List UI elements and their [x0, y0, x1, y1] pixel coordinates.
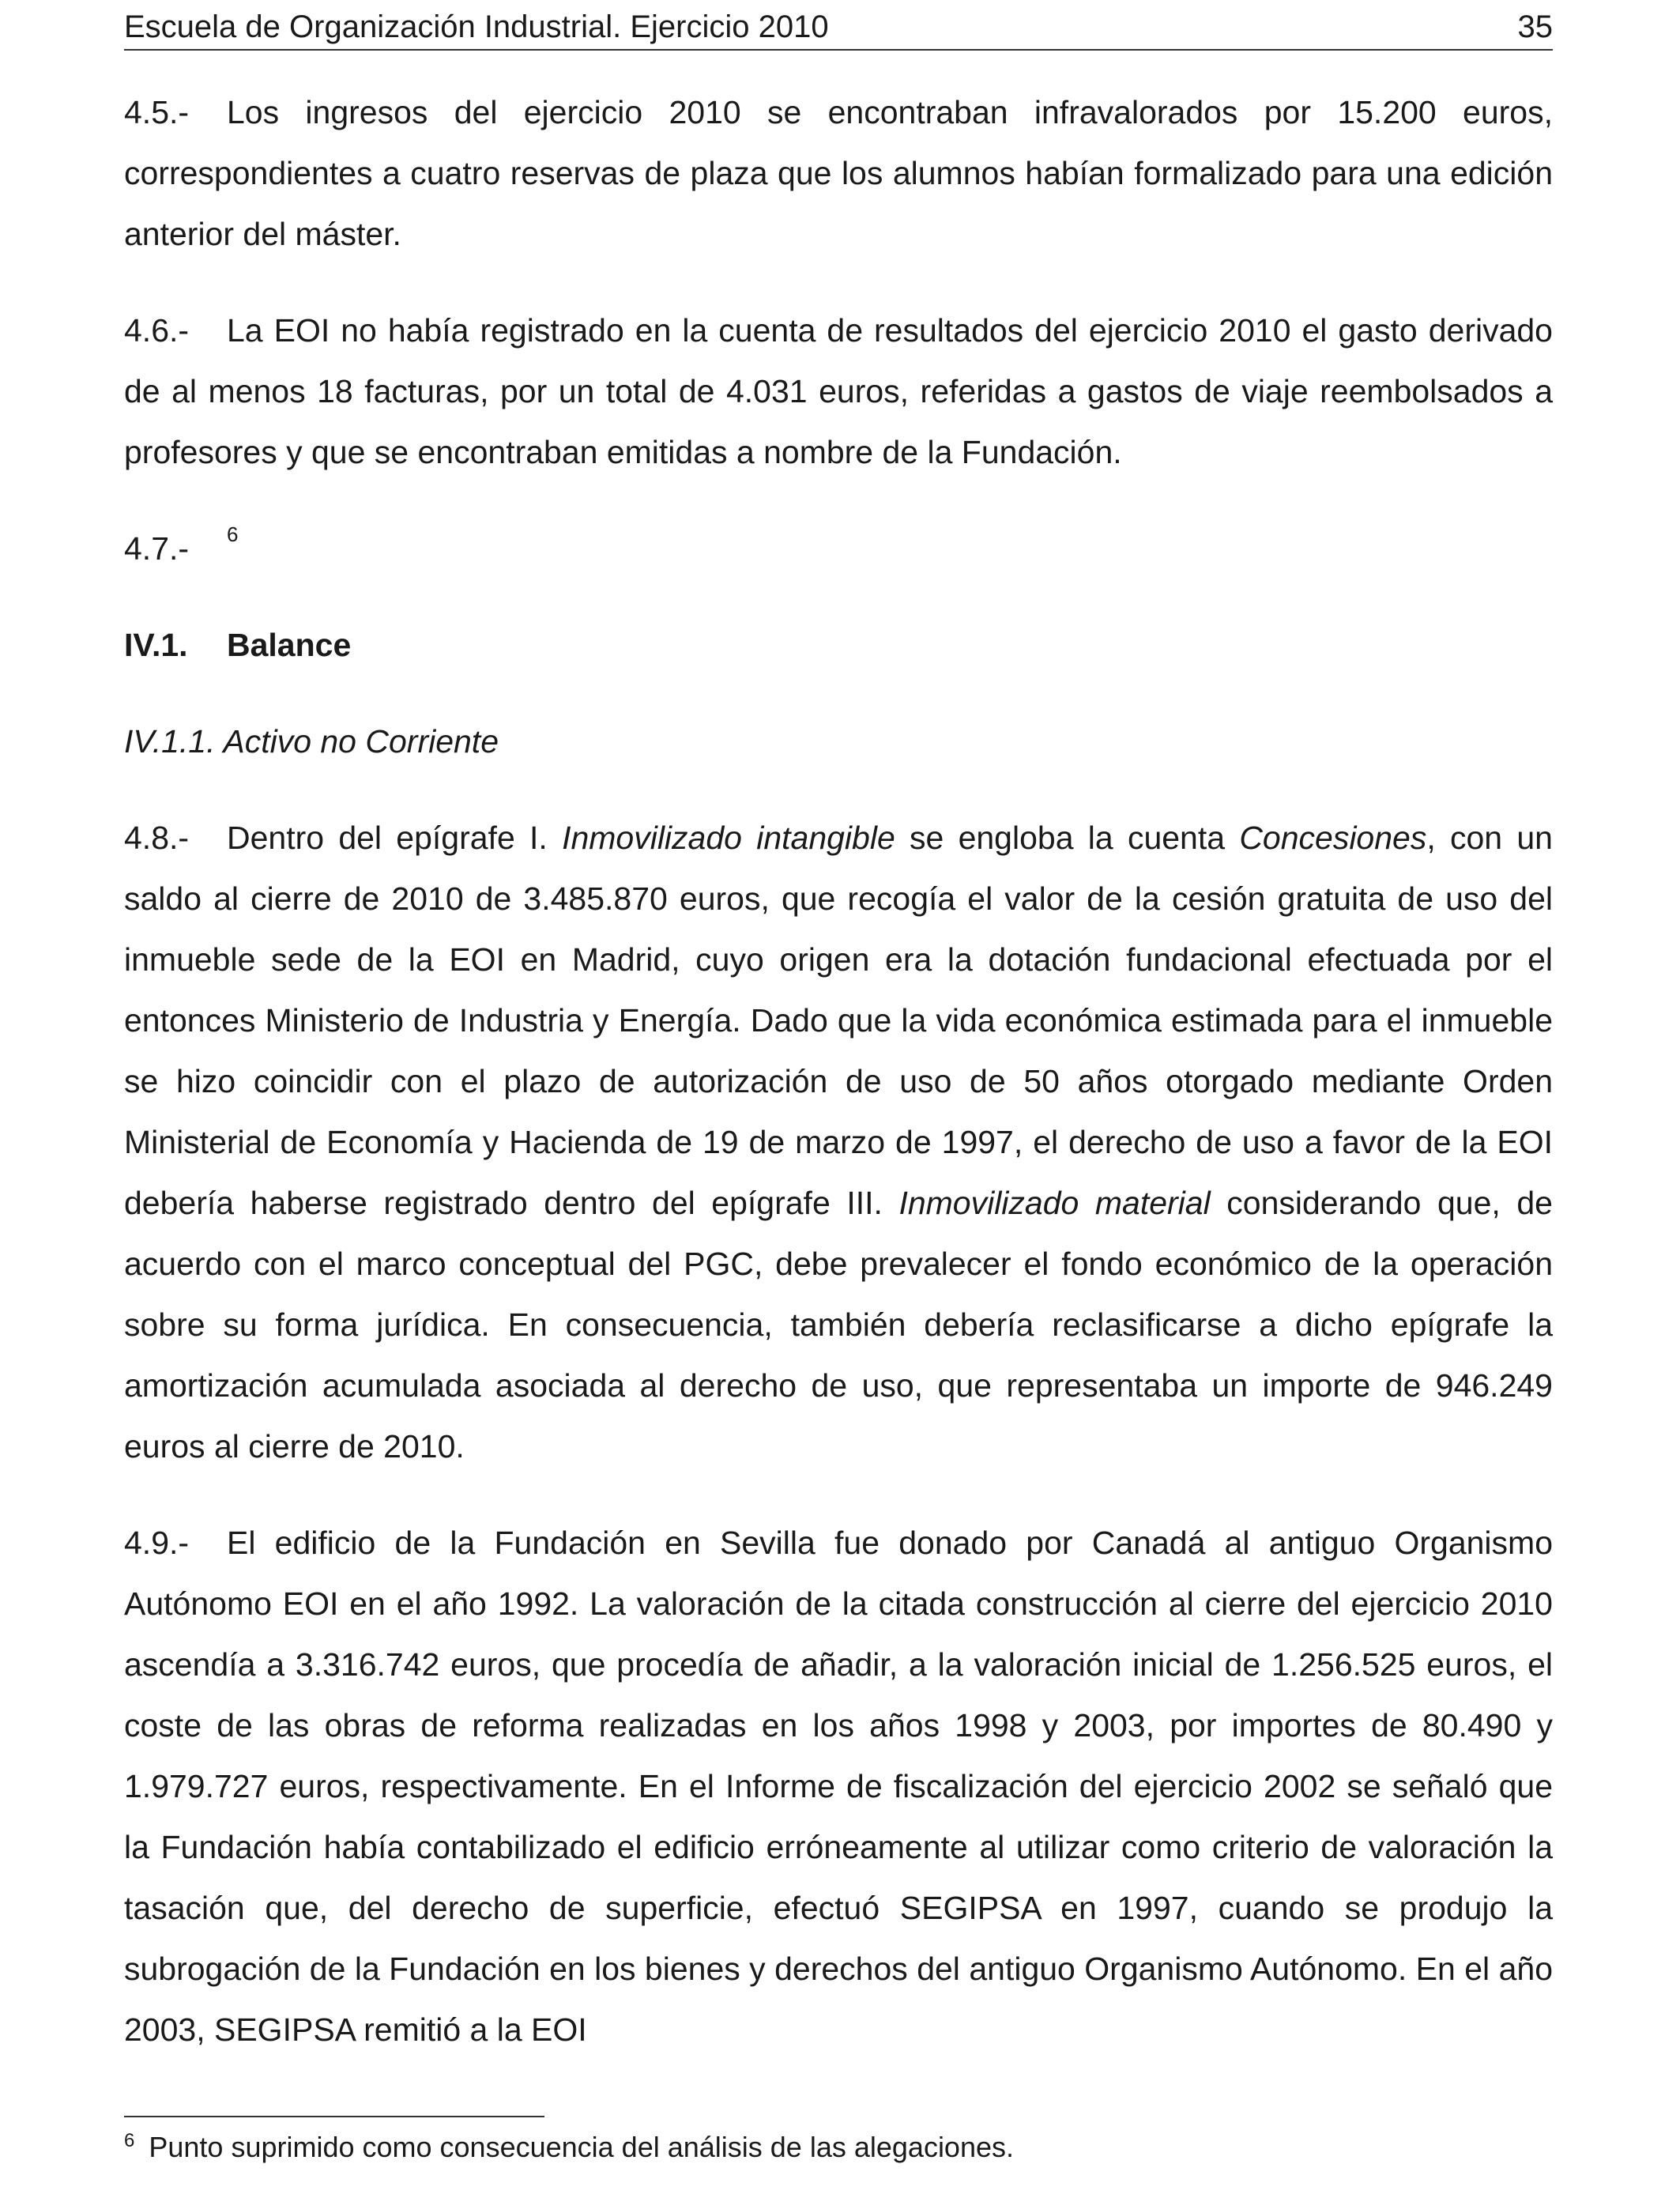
paragraph-text-part: considerando que, de acuerdo con el marco conceptual del PGC, debe prevalecer el fondo económico de la operación sobre su forma jurídica. En consecuencia, también debería reclasificarse a dicho epígrafe la amortización acumulada asociada al derecho de uso, que representaba un importe de 946.249 euros al cierre de 2010. [124, 1185, 1553, 1465]
paragraph-number: 4.5.- [124, 94, 190, 130]
section-title: Balance [227, 627, 352, 663]
paragraph-number: 4.7.- [124, 530, 190, 567]
italic-term: Inmovilizado material [898, 1185, 1211, 1221]
paragraph-4-8 [124, 808, 1553, 1477]
paragraph-number: 4.9.- [124, 1525, 190, 1561]
italic-term: Inmovilizado intangible [562, 820, 895, 856]
section-heading [124, 615, 1553, 676]
footnote-mark: 6 [124, 2130, 135, 2151]
paragraph-text: El edificio de la Fundación en Sevilla fue donado por Canadá al antiguo Organismo Autónomo EOI en el año 1992. La valoración de la citada construcción al cierre del ejercicio 2010 ascendía a 3.316.742 euros, que procedía de añadir, a la valoración inicial de 1.256.525 euros, el coste de las obras de reforma realizadas en los años 1998 y 2003, por importes de 80.490 y 1.979.727 euros, respectivamente. En el Informe de fiscalización del ejercicio 2002 se señaló que la Fundación había contabilizado el edificio erróneamente al utilizar como criterio de valoración la tasación que, del derecho de superficie, efectuó SEGIPSA en 1997, cuando se produjo la subrogación de la Fundación en los bienes y derechos del antiguo Organismo Autónomo. En el año 2003, SEGIPSA remitió a la EOI [124, 1525, 1553, 2048]
footnote [124, 2128, 1553, 2167]
paragraph-number: 4.6.- [124, 312, 190, 349]
section-number: IV.1. [124, 627, 188, 663]
page-number: 35 [1517, 9, 1553, 44]
paragraph-4-5 [124, 82, 1553, 265]
paragraph-text-part: , con un saldo al cierre de 2010 de 3.485.870 euros, que recogía el valor de la cesión gratuita de uso del inmueble sede de la EOI en Madrid, cuyo origen era la dotación fundacional efectuada por el entonces Ministerio de Industria y Energía. Dado que la vida económica estimada para el inmueble se hizo coincidir con el plazo de autorización de uso de 50 años otorgado mediante Orden Ministerial de Economía y Hacienda de 19 de marzo de 1997, el derecho de uso a favor de la EOI debería haberse registrado dentro del epígrafe III. [124, 820, 1553, 1221]
italic-term: Concesiones [1239, 820, 1427, 856]
paragraph-text: Los ingresos del ejercicio 2010 se encontraban infravalorados por 15.200 euros, correspondientes a cuatro reservas de plaza que los alumnos habían formalizado para una edición anterior del máster. [124, 94, 1553, 252]
footnote-text: Punto suprimido como consecuencia del análisis de las alegaciones. [149, 2131, 1015, 2163]
page-header [124, 5, 1553, 51]
paragraph-4-9 [124, 1513, 1553, 2060]
paragraph-number: 4.8.- [124, 820, 190, 856]
header-title: Escuela de Organización Industrial. Ejercicio 2010 [124, 9, 829, 44]
paragraph-text-part: se engloba la cuenta [895, 820, 1240, 856]
paragraph-text-part: Dentro del epígrafe I. [227, 820, 563, 856]
subsection-heading: IV.1.1. Activo no Corriente [124, 723, 499, 760]
paragraph-4-7 [124, 518, 1553, 579]
paragraph-4-6 [124, 300, 1553, 483]
footnote-reference: 6 [227, 522, 239, 546]
paragraph-text: La EOI no había registrado en la cuenta de resultados del ejercicio 2010 el gasto derivado de al menos 18 facturas, por un total de 4.031 euros, referidas a gastos de viaje reembolsados a profesores y que se encontraban emitidas a nombre de la Fundación. [124, 312, 1553, 470]
body-content [124, 82, 1553, 2096]
footnote-separator [124, 2116, 544, 2117]
